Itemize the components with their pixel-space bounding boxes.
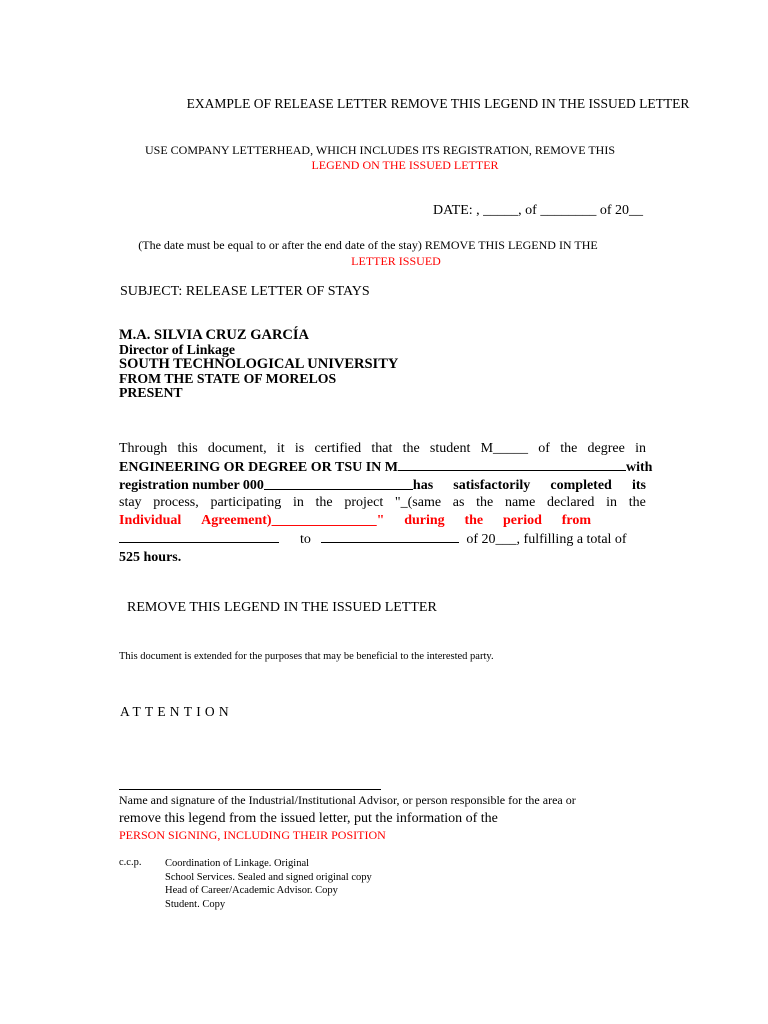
date-line: DATE: , _____, of ________ of 20__ bbox=[433, 203, 643, 218]
extended-note: This document is extended for the purposes that may be beneficial to the interested party. bbox=[119, 651, 494, 662]
completed-text: has satisfactorily completed its bbox=[412, 477, 646, 493]
word: this bbox=[177, 441, 198, 456]
word: Through bbox=[119, 441, 168, 456]
word: in bbox=[292, 495, 304, 511]
word: is bbox=[294, 441, 305, 456]
signature-line bbox=[119, 789, 381, 790]
addressee-institution-line1: SOUTH TECHNOLOGICAL UNIVERSITY bbox=[119, 356, 399, 373]
paragraph-line-4 bbox=[119, 494, 646, 512]
letterhead-note-line2: LEGEND ON THE ISSUED LETTER bbox=[311, 158, 499, 172]
signature-remove-note: remove this legend from the issued letter, put the information of the bbox=[119, 811, 498, 826]
word: as bbox=[452, 495, 465, 511]
subject-line: SUBJECT: RELEASE LETTER OF STAYS bbox=[120, 284, 370, 299]
ccp-item: Coordination of Linkage. Original bbox=[165, 858, 310, 869]
word: in bbox=[606, 495, 618, 511]
word: participating bbox=[210, 495, 282, 511]
word: the bbox=[464, 513, 484, 529]
word: of bbox=[538, 441, 550, 456]
word: student bbox=[429, 441, 471, 456]
signature-caption: Name and signature of the Industrial/Institutional Advisor, or person responsible for the area or bbox=[119, 793, 576, 807]
word: the bbox=[560, 441, 578, 456]
word: Individual bbox=[119, 513, 182, 529]
ccp-item: School Services. Sealed and signed original copy bbox=[165, 871, 372, 883]
ccp-list bbox=[165, 857, 372, 911]
paragraph-line-5 bbox=[119, 512, 591, 530]
word: degree bbox=[587, 441, 625, 456]
registration-text: registration number 000 bbox=[119, 477, 264, 493]
degree-blank bbox=[398, 458, 626, 471]
addressee-institution-line2: FROM THE STATE OF MORELOS bbox=[119, 370, 337, 386]
word: it bbox=[276, 441, 285, 456]
word: period bbox=[502, 513, 542, 529]
registration-blank bbox=[264, 477, 413, 490]
word: in bbox=[635, 441, 646, 456]
letterhead-note-line1: USE COMPANY LETTERHEAD, WHICH INCLUDES ITS REGISTRATION, REMOVE THIS bbox=[144, 143, 615, 157]
word: the bbox=[315, 495, 333, 511]
word: "_(same bbox=[394, 495, 442, 511]
word: the bbox=[628, 495, 646, 511]
date-note-line2: LETTER ISSUED bbox=[351, 254, 441, 268]
word: declared bbox=[547, 495, 595, 511]
ccp-label: c.c.p. bbox=[119, 857, 142, 868]
word: the bbox=[476, 495, 494, 511]
word: from bbox=[561, 513, 591, 529]
period-end-blank bbox=[321, 530, 459, 543]
letter-title: EXAMPLE OF RELEASE LETTER REMOVE THIS LEGEND IN THE ISSUED LETTER bbox=[186, 96, 690, 111]
degree-with: with bbox=[626, 459, 653, 475]
word: name bbox=[504, 495, 536, 511]
attention-heading: ATTENTION bbox=[120, 704, 233, 719]
ccp-item: Student. Copy bbox=[165, 898, 226, 910]
degree-text: ENGINEERING OR DEGREE OR TSU IN M bbox=[119, 459, 399, 475]
addressee-name: M.A. SILVIA CRUZ GARCÍA bbox=[119, 327, 310, 343]
word: project bbox=[344, 495, 384, 511]
period-year-text: of 20___, fulfilling a total of bbox=[466, 531, 627, 547]
addressee-block bbox=[119, 328, 398, 401]
word: certified bbox=[314, 441, 362, 456]
word: M_____ bbox=[480, 441, 529, 456]
addressee-present: PRESENT bbox=[119, 385, 183, 401]
date-note-line1: (The date must be equal to or after the end date of the stay) REMOVE THIS LEGEND IN THE bbox=[138, 238, 598, 252]
word: that bbox=[371, 441, 393, 456]
word: process, bbox=[153, 495, 199, 511]
word: during bbox=[404, 513, 445, 529]
word: Agreement)_______________" bbox=[201, 513, 385, 529]
paragraph-line-1 bbox=[119, 440, 646, 458]
paragraph-line-7: 525 hours. bbox=[119, 549, 182, 565]
word: the bbox=[402, 441, 420, 456]
period-start-blank bbox=[119, 530, 279, 543]
paragraph-line-2 bbox=[119, 458, 653, 477]
signature-person-note: PERSON SIGNING, INCLUDING THEIR POSITION bbox=[119, 828, 386, 842]
paragraph-line-3 bbox=[119, 477, 646, 495]
ccp-item: Head of Career/Academic Advisor. Copy bbox=[165, 885, 338, 897]
addressee-position: Director of Linkage bbox=[119, 341, 235, 357]
remove-legend-note: REMOVE THIS LEGEND IN THE ISSUED LETTER bbox=[127, 600, 437, 615]
period-to: to bbox=[300, 531, 311, 547]
word: stay bbox=[119, 495, 142, 511]
paragraph-line-6 bbox=[119, 530, 646, 549]
word: document, bbox=[207, 441, 267, 456]
certification-paragraph bbox=[119, 440, 653, 567]
